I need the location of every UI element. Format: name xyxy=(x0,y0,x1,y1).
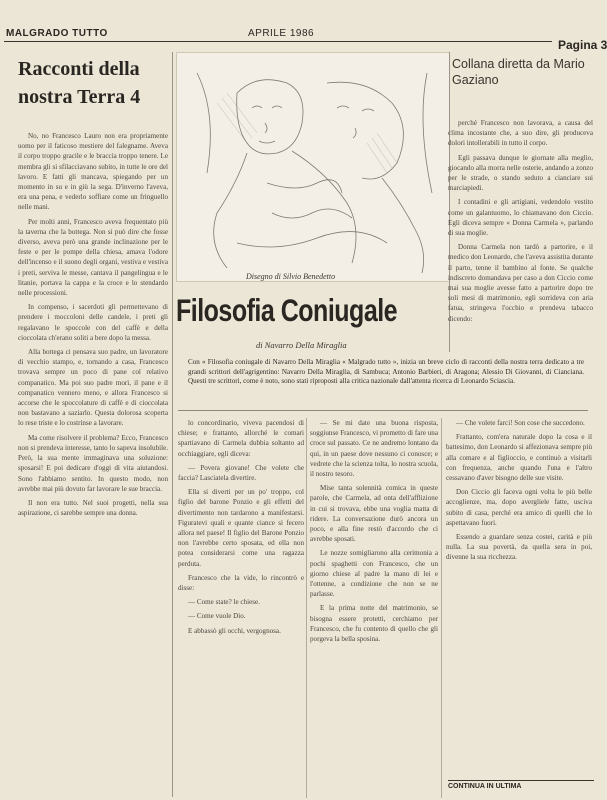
column-divider xyxy=(306,418,307,798)
paragraph: I contadini e gli artigiani, vedendolo vestito come un galantuomo, lo chiamavano don Ciccio. Egli diceva sempre « Donna Carmela », parlando di sua moglie. xyxy=(448,198,593,238)
left-article-body xyxy=(18,131,168,518)
issue-date: APRILE 1986 xyxy=(248,28,315,39)
intro-divider xyxy=(178,410,588,411)
paragraph: Il non era tutto. Nel suoi progetti, nella sua aspirazione, ci sarebbe sempre una donna. xyxy=(18,498,168,518)
main-article-column-1 xyxy=(178,418,304,798)
column-divider xyxy=(441,418,442,798)
paragraph: Essendo a guardare senza costei, carità e più nulla. La sua povertà, da quella sera in poi, divenne la sua ricchezza. xyxy=(446,533,592,562)
paragraph: Francesco che la vide, lo rincontrò e disse: xyxy=(178,573,304,593)
main-article-title: Filosofia Coniugale xyxy=(176,293,398,329)
paragraph: Ella si diverti per un po' troppo, col figlio del barone Ponzio e gli effetti del divertimento non tardarono a manifestarsi. Figuratevi quali e quante ciance si fecero allora nel paese! Il figlio del Barone Ponzio non l'avrebbe certo sposata, ed ella non potea considerarsi come una ragazza perduta. xyxy=(178,488,304,568)
paragraph: Mise tanta solennità comica in queste parole, che Carmela, ad onta dell'afflizione in cui si trovava, ebbe una voglia matta di ridere. La conversazione durò ancora un poco, e alla fine restò d'accordo che ci avrebbe sposati. xyxy=(310,484,438,544)
main-article-column-2 xyxy=(310,418,438,798)
paragraph: — Come state? le chiese. xyxy=(188,598,260,607)
illustration-caption: Disegno di Silvio Benedetto xyxy=(246,272,336,281)
section-name: MALGRADO TUTTO xyxy=(6,28,108,39)
continued-tag: CONTINUA IN ULTIMA xyxy=(448,780,594,790)
paragraph: Le nozze somigliarono alla cerimonia a pochi spaghetti con Francesco, che un giorno chiese al padre la mano di lei e l'ottenne, a condizione che non se ne parlasse. xyxy=(310,549,438,599)
paragraph: Frattanto, com'era naturale dopo la cosa e il battesimo, don Leonardo si affezionava sempre più alla comare e al figlioccio, e continuò a visitarli con frequenza, anche quando l'una e l'altro cessavano d'aver bisogno delle sue visite. xyxy=(446,433,592,483)
left-article xyxy=(18,55,168,795)
paragraph: Ma come risolvere il problema? Ecco, Francesco non si prendeva interesse, tanto lo sapeva insolubile. Però, la sua mente immaginava una soluzione: sposarsi! E poi dedicare d'oggi di vita aiutandosi. Sono l'abbiamo sentito. In questo modo, non avrebbe mai più dovuto far lavorare le sue braccia. xyxy=(18,433,168,493)
series-box xyxy=(452,56,600,116)
page-number: Pagina 3 xyxy=(558,38,607,52)
paragraph: Egli passava dunque le giornate alla meglio, giocando alla morra nelle osterie, andando a zonzo per le strade, o stando seduto a cianciare sui marciapiedi. xyxy=(448,153,593,193)
series-title: Collana diretta da Mario Gaziano xyxy=(452,57,585,87)
main-article-byline: di Navarro Della Miraglia xyxy=(256,340,347,350)
paragraph: E la prima notte del matrimonio, se bisogna essere protetti, cerchiamo per Francesco, che fu contento di quello che gli porgeva la bella sposina. xyxy=(310,604,438,644)
main-article-intro: Con « Filosofia coniugale di Navarro Della Miraglia « Malgrado tutto », inizia un breve ciclo di racconti della nostra terra dedicato a tre grandi scrittori dell'agrigentino: Navarro Della Miraglia, di Sambuca; Antonio Barbieri, di Aragona; Alessio Di Giovanni, di Cianciana. Questi tre scrittori, come è noto, sono stati riproposti alla critica nazionale dall'attenta ricerca di Leonardo Sciascia. xyxy=(188,358,584,386)
header-rule xyxy=(4,41,552,42)
right-column-upper xyxy=(448,118,593,350)
paragraph: — Povera giovane! Che volete che faccia? Lasciatela divertire. xyxy=(178,463,304,483)
sketch-drawing xyxy=(177,53,449,281)
paragraph: No, no Francesco Lauro non era propriamente uomo per il faticoso mestiere del falegname. Aveva il corpo troppo gracile e le braccia troppo tenere. Le membra gli si sfilacciavano subito, in tutte le ore del lavoro. E fatti gli mancava, spiegando per un momento in su e in giù la sega. D'inverno l'aveva, era una pena, e vederlo soffiare come un fringuello nelle mani. xyxy=(18,132,168,212)
paragraph: Per molti anni, Francesco aveva frequentato più la taverna che la bottega. Non si può dire che fosse diverso, aveva però una grande inclinazione per le feste e per le pompe della chiesa, amava l'odore dell'incenso e il suono degli organi, vestiva e vestiva i preti, serviva le messe, cantava il pangelingua e le litanie, portava la cappa e la croce e lo stendardo nelle processioni. xyxy=(18,217,168,298)
column-divider xyxy=(172,52,173,797)
paragraph: In compenso, i sacerdoti gli permettevano di prendere i moccoloni delle candele, i preti gli regalavano le spoccole con del caffè e della cioccolata ch'erano soliti a bere dopo la messa. xyxy=(18,303,168,342)
paragraph: perché Francesco non lavorava, a causa del clima incostante che, a suo dire, gli produceva dolori intollerabili in tutto il corpo. xyxy=(448,119,593,148)
paragraph: — Se mi date una buona risposta, soggiunse Francesco, vi prometto di fare una croce sul passato. Ce ne andremo lontano da qui, in un paese dove nessuno ci conosce; e vedrete che la scienza tolta, lo nostra scuola, il nostro tesoro. xyxy=(310,419,438,479)
left-article-title: Racconti della nostra Terra 4 xyxy=(18,58,141,108)
paragraph: Donna Carmela non tardò a partorire, e il medico don Leonardo, che l'aveva assistita durante il parto, tenne il bambino al fonte. Se qualche indiscreto domandava per caso a don Ciccio come mai sua moglie avesse fatto a partorire dopo tre soli mesi di matrimonio, egli sorrideva con aria fatua, stringeva l'occhio e prendeva tabacco dicendo: xyxy=(448,243,593,323)
right-column-lower xyxy=(446,418,592,770)
paragraph: Don Ciccio gli faceva ogni volta le più belle accoglienze, ma, dopo avergliele fatte, usciva subito di casa, perché era amico di quelli che lo aspettavano fuori. xyxy=(446,488,592,527)
page-header xyxy=(0,0,607,52)
paragraph: Alla bottega ci pensava suo padre, un lavoratore di vecchio stampo, e, tornando a casa, Francesco trovava sempre un poco di pane col relativo companatico. Ma poi suo padre morì, il pane e il companatico vennero meno, e allora Francesco si accorse che le spoccolature di caffè e di cioccolata non bastavano a saziarlo. Questa dolorosa scoperta lo rese triste e lo costrinse a lavorare. xyxy=(18,348,168,428)
illustration xyxy=(176,52,450,282)
paragraph: — Come vuole Dio. xyxy=(188,612,246,621)
paragraph: lo concordinario, viveva pacendosi di chiese; e frattanto, allorché le comari spartiavano di Carmela dubbia soltanto ad occhiaggiare, egli diceva: xyxy=(178,419,304,458)
paragraph: E abbassò gli occhi, vergognosa. xyxy=(188,626,281,635)
paragraph: — Che volete farci! Son cose che succedono. xyxy=(456,419,585,427)
